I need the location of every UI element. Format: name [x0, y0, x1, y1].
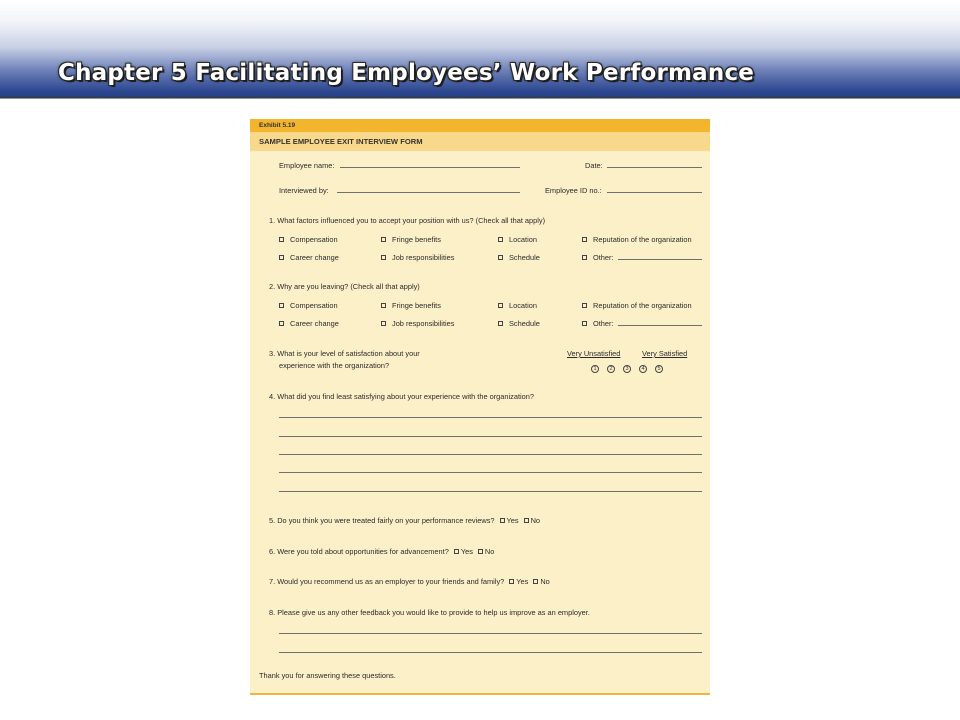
- question-5-text: 5. Do you think you were treated fairly on your performance reviews?: [269, 516, 495, 525]
- q4-answer-line[interactable]: [279, 417, 702, 418]
- q1-other-field[interactable]: [618, 259, 702, 260]
- q8-answer-line[interactable]: [279, 652, 702, 653]
- question-1: 1. What factors influenced you to accept your position with us? (Check all that apply): [269, 216, 546, 225]
- checkbox-icon[interactable]: [582, 255, 587, 260]
- slide-title: Chapter 5 Facilitating Employees’ Work Performance: [58, 60, 755, 86]
- checkbox-icon[interactable]: [498, 255, 503, 260]
- question-6-text: 6. Were you told about opportunities for advancement?: [269, 547, 449, 556]
- interviewed-by-field[interactable]: [337, 192, 520, 193]
- question-3-line-2: experience with the organization?: [279, 361, 390, 370]
- q7-no-label: No: [540, 577, 550, 586]
- checkbox-icon[interactable]: [498, 237, 503, 242]
- q6-no-checkbox[interactable]: [478, 549, 483, 554]
- q5-yes-label: Yes: [506, 516, 519, 525]
- q5-no-label: No: [530, 516, 541, 525]
- form-bottom-border: [250, 693, 710, 695]
- q5-no-checkbox[interactable]: [524, 518, 529, 523]
- rating-1[interactable]: 1: [591, 365, 599, 373]
- question-7-text: 7. Would you recommend us as an employer to your friends and family?: [269, 577, 505, 586]
- q2-other-field[interactable]: [618, 325, 702, 326]
- q7-yes-checkbox[interactable]: [509, 579, 514, 584]
- checkbox-icon[interactable]: [279, 255, 284, 260]
- question-6: [269, 547, 494, 556]
- date-field[interactable]: [607, 167, 702, 168]
- rating-2[interactable]: 2: [607, 365, 615, 373]
- checkbox-icon[interactable]: [279, 237, 284, 242]
- question-4: 4. What did you find least satisfying about your experience with the organization?: [269, 392, 534, 401]
- date-label: Date:: [585, 161, 603, 170]
- employee-id-field[interactable]: [607, 192, 702, 193]
- question-7: [269, 577, 550, 586]
- q4-answer-line[interactable]: [279, 491, 702, 492]
- exit-interview-form: Exhibit 5.19 SAMPLE EMPLOYEE EXIT INTERVIEW FORM Employee name: Date: Interviewed by: Employee ID no.: 1. What factors influenced you to accept your position with us? (Check all that apply) Compensation Fringe benefits Location Reputation of the organization Career change Job responsibilities Schedule Other: 2. Why are you leaving? (Check all that apply) Compensation Fringe benefits Location Reputation of the organization Career change Job responsibilities Schedule Other: 3. What is your level of satisfaction about your experience with the organization? Very Unsatisfied Very Satisfied 1 2 3 4 5 4. What did you find least satisfying about your experience with the organization? 5. Do you think you were treated fairly on your performance reviews? Yes No 6. Were you told about opportunities for advancement? Yes No 7. Would you recommend us as an employer to your friends and family? Yes No 8. Please give us any other feedback you would like to provide to help us improve as an employer. Thank you for answering these questions.: [250, 119, 710, 695]
- rating-4[interactable]: 4: [639, 365, 647, 373]
- interviewed-by-label: Interviewed by:: [279, 186, 329, 195]
- q8-answer-line[interactable]: [279, 633, 702, 634]
- form-title: SAMPLE EMPLOYEE EXIT INTERVIEW FORM: [250, 132, 710, 151]
- scale-low-label: Very Unsatisfied: [567, 349, 621, 358]
- q7-no-checkbox[interactable]: [533, 579, 538, 584]
- employee-name-field[interactable]: [340, 167, 520, 168]
- checkbox-icon[interactable]: [582, 237, 587, 242]
- question-5: [269, 516, 540, 525]
- q6-no-label: No: [484, 547, 495, 556]
- checkbox-icon[interactable]: [279, 321, 284, 326]
- question-3-line-1: 3. What is your level of satisfaction about your: [269, 349, 420, 358]
- checkbox-icon[interactable]: [381, 321, 386, 326]
- checkbox-icon[interactable]: [381, 255, 386, 260]
- closing-text: Thank you for answering these questions.: [259, 671, 396, 680]
- checkbox-icon[interactable]: [582, 321, 587, 326]
- q4-answer-line[interactable]: [279, 436, 702, 437]
- q7-yes-label: Yes: [516, 577, 529, 586]
- question-8: 8. Please give us any other feedback you would like to provide to help us improve as an employer.: [269, 608, 590, 617]
- rating-5[interactable]: 5: [655, 365, 663, 373]
- q4-answer-line[interactable]: [279, 454, 702, 455]
- checkbox-icon[interactable]: [381, 303, 386, 308]
- rating-3[interactable]: 3: [623, 365, 631, 373]
- q6-yes-label: Yes: [460, 547, 473, 556]
- checkbox-icon[interactable]: [498, 321, 503, 326]
- checkbox-icon[interactable]: [582, 303, 587, 308]
- q4-answer-line[interactable]: [279, 472, 702, 473]
- q6-yes-checkbox[interactable]: [454, 549, 459, 554]
- q5-yes-checkbox[interactable]: [500, 518, 505, 523]
- scale-high-label: Very Satisfied: [642, 349, 688, 358]
- checkbox-icon[interactable]: [279, 303, 284, 308]
- employee-id-label: Employee ID no.:: [545, 186, 602, 195]
- banner-divider: [0, 96, 960, 99]
- checkbox-icon[interactable]: [381, 237, 386, 242]
- question-2: 2. Why are you leaving? (Check all that apply): [269, 282, 420, 291]
- checkbox-icon[interactable]: [498, 303, 503, 308]
- exhibit-label: Exhibit 5.19: [250, 119, 710, 132]
- employee-name-label: Employee name:: [279, 161, 335, 170]
